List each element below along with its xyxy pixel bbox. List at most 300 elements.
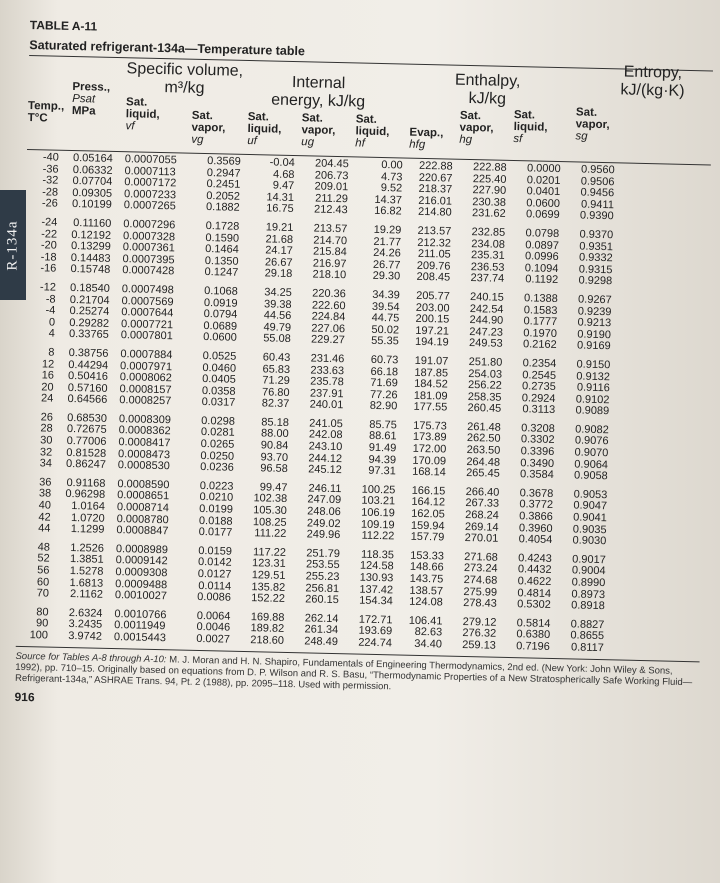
cell-vf: 0.0007296	[123, 218, 176, 232]
cell-sf: 0.2162	[522, 338, 557, 352]
cell-vf: 0.0008362	[118, 424, 171, 438]
cell-ug: 209.01	[314, 180, 349, 194]
table-title: Saturated refrigerant-134a—Temperature table	[29, 37, 306, 59]
cell-vg: 0.0460	[202, 361, 237, 375]
cell-hg: 262.50	[466, 432, 501, 446]
cell-uf: 55.08	[263, 332, 291, 346]
cell-vg: 0.0114	[198, 579, 232, 593]
source-label: Source for Tables A-8 through A-10:	[15, 650, 167, 665]
cell-hf: 154.34	[359, 594, 393, 608]
cell-hf: 26.77	[372, 258, 401, 272]
entropy-label: Entropy,	[623, 63, 683, 82]
cell-vf: 0.0007328	[122, 229, 176, 243]
cell-ug: 231.46	[310, 352, 345, 366]
cell-vf: 0.0008157	[119, 382, 172, 396]
cell-hg: 227.90	[472, 184, 507, 198]
cell-vg: 0.2947	[206, 166, 241, 180]
cell-sf: 0.5814	[516, 616, 551, 630]
cell-sg: 0.9213	[577, 316, 612, 330]
cell-sf: 0.5302	[517, 598, 551, 612]
cell-uf: 152.22	[251, 592, 286, 606]
cell-hf: 21.77	[373, 235, 402, 249]
cell-hf: 97.31	[368, 465, 396, 478]
hf-symbol: hf	[355, 137, 365, 150]
col-press	[65, 59, 121, 148]
cell-uf: 85.18	[261, 416, 290, 429]
cell-temp: 38	[38, 487, 52, 501]
cell-vf: 0.0007971	[120, 359, 173, 373]
enthalpy-label: Enthalpy,	[454, 71, 521, 91]
cell-hg: 232.85	[471, 226, 506, 239]
cell-hfg: 216.01	[418, 194, 453, 208]
cell-vf: 0.0008714	[116, 501, 170, 515]
cell-press: 0.86247	[65, 458, 107, 472]
cell-hg: 276.32	[462, 627, 497, 641]
cell-vf: 0.0015443	[113, 631, 167, 645]
cell-press: 1.1299	[70, 523, 105, 537]
cell-temp: 36	[39, 476, 52, 489]
cell-ug: 241.05	[309, 417, 344, 431]
cell-hfg: 211.05	[417, 248, 451, 261]
ug-sat: Sat.	[301, 112, 324, 125]
cell-uf: 111.22	[254, 527, 287, 541]
cell-hfg: 181.09	[413, 389, 448, 403]
cell-hfg: 197.21	[415, 324, 450, 338]
cell-uf: 102.38	[253, 492, 288, 506]
cell-hf: 100.25	[361, 483, 396, 497]
cell-sg: 0.9132	[576, 369, 611, 383]
cell-press: 0.10199	[71, 198, 112, 212]
cell-ug: 206.73	[314, 169, 349, 182]
cell-hg: 249.53	[468, 337, 503, 351]
cell-sf: 0.0897	[525, 238, 560, 252]
cell-vf: 0.0009142	[115, 554, 168, 568]
cell-hg: 274.68	[463, 573, 498, 587]
cell-ug: 245.12	[308, 463, 342, 477]
cell-temp: 8	[48, 346, 55, 359]
cell-hfg: 148.66	[409, 561, 444, 574]
cell-press: 2.6324	[68, 606, 103, 620]
cell-hg: 222.88	[472, 161, 507, 174]
cell-hg: 258.35	[467, 390, 502, 404]
cell-vf: 0.0007569	[121, 294, 174, 308]
cell-uf: 34.25	[264, 286, 292, 299]
cell-temp: 44	[38, 522, 51, 535]
cell-press: 3.9742	[68, 629, 103, 643]
cell-uf: 65.83	[262, 362, 291, 376]
cell-hg: 275.99	[463, 585, 498, 599]
cell-ug: 249.02	[306, 517, 341, 530]
enthalpy-unit: kJ/kg	[468, 89, 507, 108]
cell-sg: 0.8827	[570, 618, 605, 631]
vf-sat: Sat.	[125, 96, 148, 109]
cell-hf: 172.71	[358, 613, 393, 627]
cell-uf: 105.30	[253, 504, 288, 517]
cell-sg: 0.9351	[579, 240, 614, 253]
cell-uf: 9.47	[272, 179, 295, 193]
cell-vf: 0.0008780	[116, 512, 169, 526]
cell-uf: 129.51	[251, 569, 286, 582]
cell-press: 0.05164	[72, 152, 113, 165]
cell-press: 0.38756	[68, 346, 109, 360]
cell-sg: 0.9017	[572, 553, 606, 567]
cell-sf: 0.3490	[520, 456, 555, 470]
side-tab-label: R-134a	[4, 219, 21, 271]
cell-press: 0.18540	[69, 281, 111, 295]
cell-hf: 14.37	[374, 193, 403, 207]
cell-hf: 0.00	[381, 159, 403, 172]
col-hfg	[409, 67, 461, 156]
cell-ug: 248.06	[307, 505, 342, 519]
cell-sg: 0.9190	[577, 328, 612, 341]
cell-sf: 0.1192	[525, 273, 559, 287]
cell-hfg: 170.09	[412, 454, 447, 468]
cell-temp: 26	[40, 411, 54, 424]
cell-hfg: 172.00	[412, 442, 447, 456]
cell-temp: 40	[38, 499, 52, 512]
cell-vg: 0.0027	[196, 632, 231, 646]
cell-temp: 0	[48, 316, 56, 329]
cell-vf: 0.0007884	[120, 348, 173, 362]
cell-press: 1.0720	[70, 511, 105, 525]
cell-temp: 28	[40, 422, 53, 436]
cell-vg: 0.0525	[202, 349, 237, 363]
cell-temp: 34	[39, 457, 53, 470]
cell-hfg: 191.07	[414, 354, 449, 368]
sf-liquid: liquid,	[513, 121, 548, 134]
cell-sg: 0.8655	[570, 629, 605, 643]
cell-uf: 29.18	[264, 267, 293, 281]
cell-sg: 0.8973	[571, 588, 606, 601]
cell-hfg: 213.57	[417, 224, 452, 238]
cell-sf: 0.0201	[526, 173, 561, 187]
cell-vg: 0.1068	[204, 284, 238, 298]
cell-vg: 0.0086	[197, 591, 232, 604]
cell-ug: 246.11	[308, 482, 342, 496]
cell-sg: 0.9058	[573, 469, 608, 483]
cell-ug: 220.36	[312, 287, 346, 301]
cell-hg: 260.45	[467, 402, 502, 416]
cell-uf: 24.17	[265, 244, 293, 258]
cell-vg: 0.1350	[204, 254, 239, 268]
cell-sf: 0.4243	[518, 552, 553, 565]
cell-sg: 0.9082	[575, 423, 609, 437]
cell-uf: 135.82	[251, 580, 286, 594]
cell-ug: 233.63	[310, 363, 345, 377]
ug-vapor: vapor,	[301, 124, 336, 137]
cell-ug: 248.49	[304, 635, 339, 649]
cell-press: 0.44294	[68, 358, 109, 372]
cell-sf: 0.2354	[522, 357, 557, 370]
cell-temp: 100	[29, 629, 49, 642]
cell-hf: 109.19	[360, 518, 395, 532]
sf-sat: Sat.	[513, 109, 536, 122]
cell-sg: 0.9332	[578, 251, 613, 265]
cell-hfg: 138.57	[409, 584, 444, 598]
cell-press: 0.72675	[66, 423, 107, 437]
cell-hf: 137.42	[359, 583, 394, 596]
cell-ug: 251.79	[306, 547, 341, 560]
cell-vf: 0.0008590	[117, 477, 170, 492]
cell-sg: 0.9076	[574, 434, 609, 448]
cell-vg: 0.0600	[203, 331, 237, 345]
cell-hf: 24.26	[373, 247, 401, 260]
cell-ug: 262.14	[304, 612, 339, 625]
sf-symbol: sf	[513, 132, 523, 146]
cell-sg: 0.9298	[578, 274, 613, 288]
cell-uf: 82.37	[261, 397, 290, 411]
cell-hfg: 208.45	[416, 271, 451, 284]
cell-sg: 0.9411	[580, 198, 615, 212]
cell-uf: 99.47	[259, 481, 288, 494]
cell-hf: 71.69	[370, 376, 398, 390]
sg-symbol: sg	[575, 130, 588, 143]
cell-temp: 42	[38, 510, 51, 524]
cell-sf: 0.3113	[522, 403, 556, 417]
cell-hg: 265.45	[465, 467, 500, 481]
cell-uf: 4.68	[272, 168, 295, 181]
cell-hfg: 157.79	[410, 530, 445, 544]
cell-press: 3.2435	[68, 618, 103, 632]
cell-ug: 229.27	[310, 333, 345, 347]
cell-ug: 237.91	[309, 387, 344, 400]
cell-press: 1.5278	[69, 565, 104, 578]
temp-unit: T°C	[27, 111, 48, 125]
cell-press: 0.21704	[69, 293, 110, 307]
cell-vg: 0.0177	[198, 526, 233, 539]
cell-temp: 32	[39, 445, 53, 459]
cell-temp: -26	[41, 197, 58, 211]
cell-hfg: 200.15	[415, 312, 450, 326]
cell-hf: 66.18	[370, 365, 399, 378]
cell-sf: 0.0600	[526, 197, 561, 210]
cell-sf: 0.3678	[519, 487, 554, 500]
cell-press: 0.09305	[72, 186, 113, 200]
cell-sg: 0.9239	[577, 305, 612, 318]
cell-hf: 103.21	[361, 495, 396, 508]
cell-temp: -4	[45, 304, 56, 317]
cell-ug: 261.34	[304, 623, 339, 637]
cell-vg: 0.0265	[200, 438, 235, 451]
vg-symbol: vg	[191, 133, 204, 146]
cell-ug: 211.29	[315, 192, 349, 206]
cell-hf: 224.74	[358, 636, 393, 650]
cell-ug: 255.23	[305, 570, 340, 584]
cell-vf: 0.0011949	[114, 619, 166, 633]
cell-hg: 251.80	[468, 355, 503, 369]
cell-hfg: 222.88	[418, 159, 453, 173]
cell-hf: 82.90	[369, 400, 398, 413]
press-symbol: Psat	[72, 92, 96, 106]
cell-sf: 0.0000	[526, 162, 561, 176]
cell-press: 0.12192	[71, 228, 112, 242]
col-vg	[191, 62, 249, 151]
cell-ug: 256.81	[305, 581, 340, 595]
cell-hfg: 34.40	[414, 637, 443, 651]
cell-hg: 271.68	[464, 550, 499, 564]
hfg-symbol: hfg	[409, 138, 426, 151]
cell-press: 0.57160	[67, 381, 108, 395]
cell-hg: 269.14	[464, 520, 499, 534]
cell-hg: 230.38	[472, 195, 507, 209]
cell-uf: 49.79	[263, 321, 292, 334]
cell-temp: 16	[41, 369, 55, 382]
cell-vf: 0.0008530	[117, 459, 170, 473]
cell-temp: -18	[40, 251, 57, 264]
cell-vf: 0.0008309	[118, 412, 172, 427]
cell-uf: 26.67	[264, 256, 293, 269]
cell-ug: 235.78	[310, 375, 344, 389]
cell-sf: 0.1583	[523, 303, 558, 317]
cell-sf: 0.3396	[520, 445, 555, 459]
cell-hf: 9.52	[380, 182, 403, 195]
cell-sf: 0.0798	[525, 227, 560, 241]
cell-ug: 216.97	[312, 257, 347, 270]
cell-uf: 96.58	[260, 462, 288, 476]
cell-vg: 0.0794	[203, 308, 238, 321]
cell-vg: 0.0210	[199, 491, 234, 505]
ug-symbol: ug	[301, 136, 315, 149]
cell-press: 0.68530	[67, 411, 108, 425]
vf-liquid: liquid,	[125, 108, 160, 121]
cell-sg: 0.9560	[580, 163, 615, 177]
cell-temp: -12	[39, 281, 57, 294]
cell-hg: 231.62	[471, 207, 506, 221]
cell-hf: 106.19	[361, 506, 395, 520]
cell-vg: 0.0142	[197, 556, 232, 570]
cell-sg: 0.9150	[576, 358, 611, 372]
cell-hg: 264.48	[466, 455, 501, 469]
cell-sg: 0.8117	[570, 641, 604, 655]
cell-hfg: 164.12	[411, 496, 446, 509]
cell-ug: 222.60	[311, 299, 346, 312]
cell-hfg: 162.05	[411, 507, 445, 521]
cell-uf: 169.88	[250, 610, 285, 624]
cell-vf: 0.0007721	[120, 317, 174, 332]
cell-temp: -28	[42, 186, 59, 199]
cell-vg: 0.0199	[199, 502, 234, 516]
cell-ug: 218.10	[312, 268, 347, 282]
cell-sg: 0.9267	[577, 293, 612, 307]
cell-hg: 225.40	[472, 172, 507, 186]
cell-ug: 249.96	[306, 528, 341, 542]
cell-hf: 55.35	[371, 335, 399, 348]
cell-sf: 0.1970	[523, 326, 558, 340]
cell-hf: 91.49	[368, 441, 397, 455]
cell-press: 0.07704	[72, 175, 113, 189]
cell-temp: 4	[48, 327, 55, 340]
cell-hf: 85.75	[369, 418, 397, 432]
cell-ug: 253.55	[305, 558, 340, 572]
table-content	[14, 18, 713, 719]
cell-sf: 0.4622	[517, 575, 552, 588]
cell-ug: 243.10	[308, 440, 343, 454]
cell-sg: 0.9035	[572, 523, 607, 536]
cell-ug: 260.15	[305, 593, 340, 607]
cell-vf: 0.0007172	[124, 176, 177, 190]
entropy-unit: kJ/(kg·K)	[620, 81, 685, 100]
cell-hfg: 143.75	[409, 572, 444, 586]
spec-vol-unit: m³/kg	[164, 79, 205, 97]
cell-sg: 0.9456	[580, 186, 615, 200]
cell-hf: 77.26	[369, 388, 398, 402]
cell-uf: 88.00	[260, 427, 289, 441]
cell-temp: 56	[37, 564, 50, 577]
uf-liquid: liquid,	[247, 122, 282, 136]
cell-hg: 268.24	[465, 509, 499, 522]
hf-liquid: liquid,	[355, 125, 390, 139]
cell-vf: 0.0008062	[119, 371, 172, 385]
cell-vf: 0.0008473	[118, 447, 171, 461]
cell-sg: 0.9047	[573, 499, 608, 513]
cell-uf: 108.25	[252, 515, 287, 529]
cell-press: 0.91168	[66, 476, 106, 490]
cell-ug: 224.84	[311, 310, 346, 324]
cell-temp: -8	[45, 292, 56, 306]
sg-vapor: vapor,	[575, 118, 610, 132]
cell-sf: 0.3960	[518, 521, 553, 535]
cell-hg: 270.01	[464, 532, 499, 545]
cell-press: 0.25274	[69, 305, 110, 318]
cell-uf: 90.84	[260, 439, 289, 453]
cell-vf: 0.0008847	[116, 524, 169, 538]
cell-hg: 235.31	[470, 249, 505, 262]
uf-sat: Sat.	[247, 110, 270, 124]
cell-sg: 0.9370	[579, 228, 614, 242]
cell-hf: 60.73	[370, 353, 399, 367]
cell-hfg: 214.80	[417, 206, 452, 219]
cell-sg: 0.9169	[576, 339, 611, 353]
cell-ug: 242.08	[308, 428, 343, 442]
cell-sf: 0.1777	[523, 315, 558, 329]
spec-vol-label: Specific volume,	[126, 60, 244, 80]
cell-vg: 0.0689	[203, 319, 238, 333]
cell-press: 0.96298	[65, 488, 106, 502]
cell-sg: 0.9102	[575, 393, 610, 406]
cell-vf: 0.0007265	[123, 199, 176, 213]
cell-uf: 14.31	[266, 191, 295, 204]
cell-vg: 0.1882	[205, 201, 240, 215]
cell-uf: 93.70	[260, 451, 289, 464]
cell-vf: 0.0008417	[118, 436, 171, 450]
cell-hg: 247.23	[469, 325, 504, 339]
cell-ug: 240.01	[309, 398, 344, 412]
source-text: M. J. Moran and H. N. Shapiro, Fundamentals of Engineering Thermodynamics, 2nd ed. (New York: John Wiley & Sons, 1992), pp. 710–15. Originally based on equations from D. P. Wilson and R. S. Basu, “Thermodynamic Properties of a New Stratospherically Safe Working Fluid—Refrigerant-134a,” ASHRAE Trans. 94, Pt. 2 (1988), pp. 2095–118. Used with permission.	[14, 653, 693, 692]
cell-vf: 0.0007644	[121, 306, 174, 320]
cell-temp: 60	[36, 575, 50, 589]
col-uf	[247, 63, 303, 152]
cell-ug: 247.09	[307, 493, 342, 507]
cell-hfg: 187.85	[414, 366, 449, 380]
cell-hfg: 168.14	[412, 466, 446, 479]
cell-hf: 88.61	[368, 430, 397, 443]
cell-press: 0.13299	[70, 240, 111, 254]
cell-vg: 0.0046	[196, 621, 231, 635]
cell-press: 0.77006	[66, 435, 107, 448]
sg-sat: Sat.	[575, 106, 598, 119]
cell-press: 0.11160	[73, 217, 112, 230]
cell-press: 1.2526	[70, 541, 105, 555]
cell-sf: 0.4054	[518, 533, 553, 547]
cell-temp: -24	[41, 216, 58, 229]
vg-vapor: vapor,	[191, 121, 226, 135]
cell-vg: 0.1464	[205, 243, 239, 256]
cell-hg: 263.50	[466, 444, 501, 457]
cell-uf: 123.31	[251, 557, 286, 571]
cell-vf: 0.0010027	[114, 589, 168, 603]
cell-temp: -36	[42, 162, 59, 176]
cell-vg: 0.1728	[205, 220, 240, 233]
